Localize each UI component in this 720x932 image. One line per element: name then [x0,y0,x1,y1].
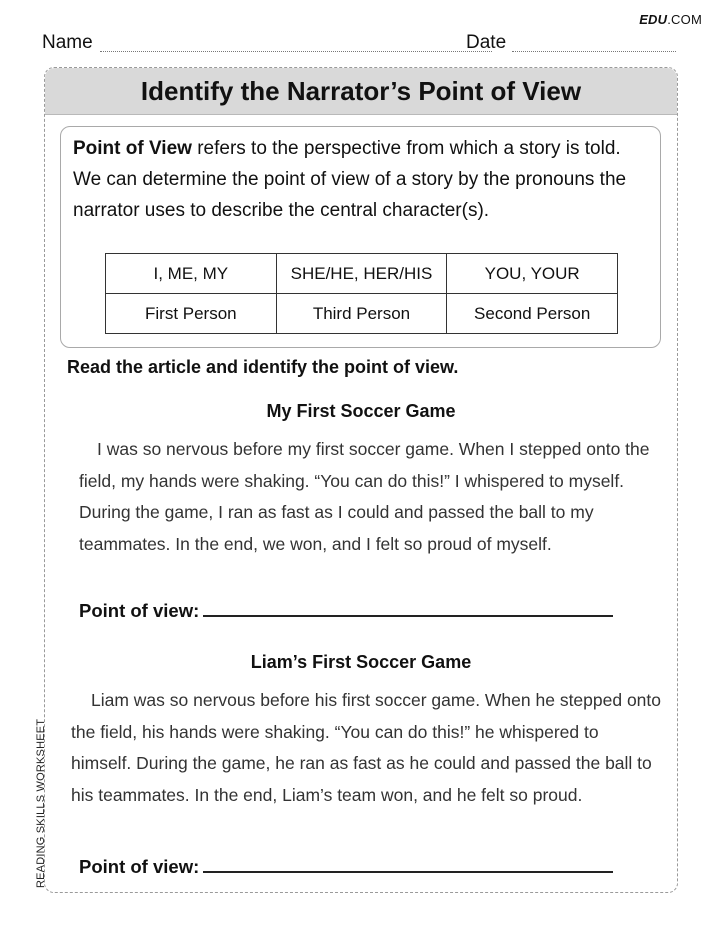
definition-body: refers to the perspective from which a story is told. We can determine the point of view of a story by the pronouns the narrator uses to describe the central character(s). [73,138,627,221]
date-field-line[interactable] [512,51,676,52]
story-title-2: Liam’s First Soccer Game [250,652,472,672]
instruction-text: Read the article and identify the point of view. [67,357,459,377]
pronoun-cell-second: YOU, YOUR [447,254,618,294]
name-date-row [42,32,676,56]
pov-type-third: Third Person [276,294,447,334]
story-title-1: My First Soccer Game [266,401,456,421]
definition-text [73,133,651,226]
name-field-line[interactable] [100,51,492,52]
answer-line-1 [79,597,613,622]
brand-logo-bold: EDU [639,12,668,27]
point-of-view-table [105,253,618,334]
definition-term: Point of View [73,138,192,159]
answer-line-2 [79,853,613,878]
name-label: Name [42,32,93,53]
pronoun-row [106,254,618,294]
worksheet-frame [44,67,678,893]
answer-label-2: Point of view: [79,856,200,877]
answer-blank-2[interactable] [203,853,613,873]
definition-box [60,126,661,348]
worksheet-title: Identify the Narrator’s Point of View [45,68,677,115]
brand-logo [639,12,702,27]
pov-type-row [106,294,618,334]
pov-type-first: First Person [106,294,277,334]
pronoun-cell-first: I, ME, MY [106,254,277,294]
answer-blank-1[interactable] [203,597,613,617]
side-label: READING SKILLS WORKSHEET [35,718,47,888]
answer-label-1: Point of view: [79,600,200,621]
date-label: Date [466,32,507,53]
story-text-1: I was so nervous before my first soccer game. When I stepped onto the field, my hands were shaking. “You can do this!” I whispered to myself. During the game, I ran as fast as I could and passed the ball to my teammates. In the end, we won, and I felt so proud of myself. [79,439,650,554]
pronoun-cell-third: SHE/HE, HER/HIS [276,254,447,294]
pov-type-second: Second Person [447,294,618,334]
brand-logo-suffix: .COM [667,12,702,27]
story-text-2: Liam was so nervous before his first soccer game. When he stepped onto the field, his hands were shaking. “You can do this!” he whispered to himself. During the game, he ran as fast as he could and passed the ball to his teammates. In the end, Liam’s team won, and he felt so proud. [71,690,662,805]
